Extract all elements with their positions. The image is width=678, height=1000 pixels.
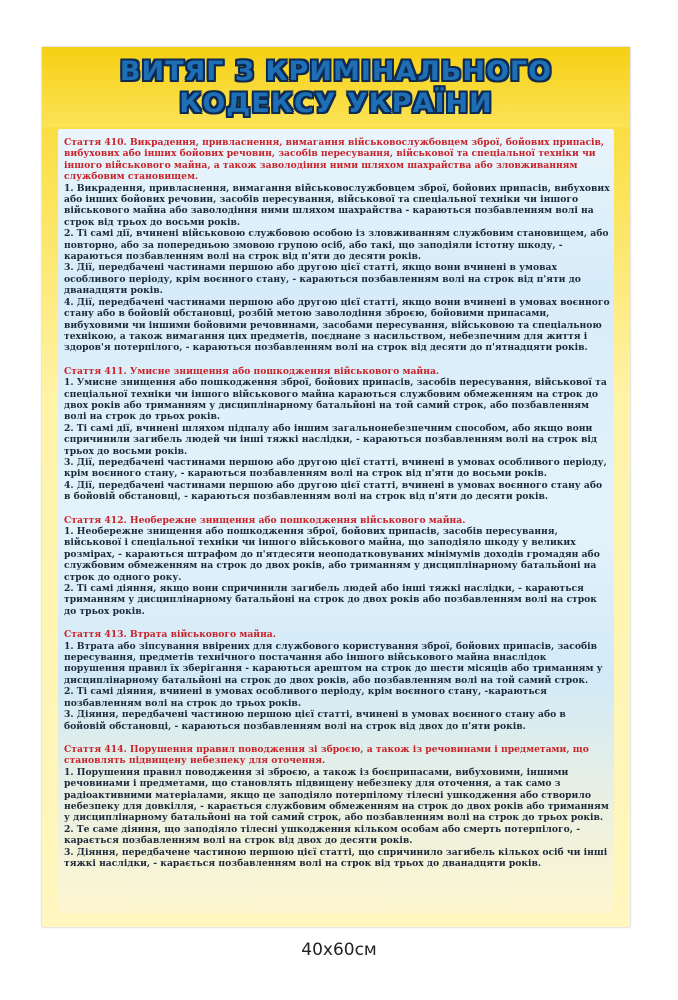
article-paragraph: 1. Викрадення, привласнення, вимагання військовослужбовцем зброї, бойових припасів, вибухових або інших бойових речовин, засобів пересування, військової та спеціальної техніки чи іншого військового майна або заволодіння ними шляхом шахрайства - караються позбавленням волі на строк від трьох до восьми років. xyxy=(64,182,610,228)
article-title: Стаття 410. Викрадення, привласнення, вимагання військовослужбовцем зброї, бойових припасів, вибухових або інших бойових речовин, засобів пересування, військової та спеціальної техніки чи іншого військового майна, а також заволодіння ними шляхом шахрайства або зловживанням службовим становищем. xyxy=(64,137,605,183)
article-paragraph: 2. Ті самі дії, вчинені шляхом підпалу або іншим загальнонебезпечним способом, або якщо вони спричинили загибель людей чи інші тяжкі наслідки, - караються позбавленням волі на строк від трьох до восьми років. xyxy=(64,422,598,457)
article-paragraph: 3. Дії, передбачені частинами першою або другою цієї статті, якщо вони вчинені в умовах особливого періоду, крім воєнного стану, - караються позбавленням волі на строк від п'яти до дванадцяти років. xyxy=(64,262,581,297)
article-title: Стаття 412. Необережне знищення або пошкодження військового майна. xyxy=(64,514,466,526)
article-paragraph: 4. Дії, передбачені частинами першою або другою цієї статті, якщо вони вчинені в умовах воєнного стану або в бойовій обстановці, розбій метою заволодіння зброєю, бойовими припасами, вибуховими чи іншими бойовими речовинами, засобами пересування, військовою та спеціальною технікою, а також вимагання цих предметів, поєднане з насильством, небезпечним для життя і здоров'я потерпілого, - караються позбавленням волі на строк від десяти до п'ятнадцяти років. xyxy=(64,296,610,354)
article-title: Стаття 413. Втрата військового майна. xyxy=(64,629,276,641)
article-414 xyxy=(64,744,610,869)
article-paragraph: 1. Необережне знищення або пошкодження зброї, бойових припасів, засобів пересування, військової і спеціальної техніки чи іншого військового майна, що заподіяло шкоду у великих розмірах, - караються штрафом до п'ятдесяти неоподатковуваних мінімумів доходів громадян або службовим обмеженням на строк до двох років, або триманням у дисциплінарному батальйоні на строк до одного року. xyxy=(64,526,600,583)
article-paragraph: 3. Діяння, передбачені частиною першою цієї статті, вчинені в умовах воєнного стану або в бойовій обстановці, - караються позбавленням волі на строк від двох до п'яти років. xyxy=(64,709,566,732)
article-title: Стаття 414. Порушення правил поводження зі зброєю, а також із речовинами і предметами, що становлять підвищену небезпеку для оточення. xyxy=(64,743,589,767)
article-paragraph: 1. Порушення правил поводження зі зброєю, а також із боєприпасами, вибуховими, іншими речовинами і предметами, що становлять підвищену небезпеку для оточення, а так само з радіоактивними матеріалами, якщо це заподіяло потерпілому тілесні ушкодження або створило небезпеку для довкілля, - карається службовим обмеженням на строк до двох років або триманням у дисциплінарному батальйоні на той самий строк, або позбавленням волі на строк до трьох років. xyxy=(64,766,609,824)
size-label: 40х60см xyxy=(301,940,377,960)
article-paragraph: 3. Дії, передбачені частинами першою або другою цієї статті, вчинені в умовах особливого періоду, крім воєнного стану, - караються позбавленням волі на строк від п'яти до восьми років. xyxy=(64,456,607,480)
poster-title-line-2: КОДЕКСУ УКРАЇНИ xyxy=(179,88,493,119)
poster xyxy=(42,47,630,927)
article-paragraph: 2. Ті самі діяння, якщо вони спричинили загибель людей або інші тяжкі наслідки, - караються триманням у дисциплінарному батальйоні на строк до двох років або позбавленням волі на строк до трьох років. xyxy=(64,583,597,617)
poster-title-line-1: ВИТЯГ З КРИМІНАЛЬНОГО xyxy=(119,56,553,87)
article-paragraph: 1. Втрата або зіпсування ввірених для службового користування зброї, бойових припасів, засобів пересування, предметів технічного постачання або іншого військового майна внаслідок порушення правил їх зберігання - караються арештом на строк до шести місяців або триманням у дисциплінарному батальйоні на строк до двох років, або позбавленням волі на той самий строк. xyxy=(64,640,603,686)
article-paragraph: 2. Ті самі дії, вчинені військовою службовою особою із зловживанням службовим становищем, або повторно, або за попередньою змовою групою осіб, або такі, що заподіяли істотну шкоду, - караються позбавленням волі на строк від п'яти до десяти років. xyxy=(64,228,609,263)
article-410 xyxy=(64,137,610,354)
article-413 xyxy=(64,629,610,732)
article-paragraph: 4. Дії, передбачені частинами першою або другою цієї статті, вчинені в умовах воєнного стану або в бойовій обстановці, - караються позбавленням волі на строк від п'яти до десяти років. xyxy=(64,479,603,503)
article-411 xyxy=(64,366,610,503)
article-paragraph: 2. Те саме діяння, що заподіяло тілесні ушкодження кільком особам або смерть потерпілого, - карається позбавленням волі на строк від двох до десяти років. xyxy=(64,823,581,847)
article-412 xyxy=(64,515,610,618)
text-panel xyxy=(58,129,614,913)
article-paragraph: 1. Умисне знищення або пошкодження зброї, бойових припасів, засобів пересування, військової та спеціальної техніки чи іншого військового майна караються службовим обмеженням на строк до двох років або триманням у дисциплінарному батальйоні на той самий строк, або позбавленням волі на строк до трьох років. xyxy=(64,377,607,423)
articles-content xyxy=(64,137,610,881)
article-paragraph: 3. Діяння, передбачене частиною першою цієї статті, що спричинило загибель кількох осіб чи інші тяжкі наслідки, - карається позбавленням волі на строк від трьох до дванадцяти років. xyxy=(64,846,608,869)
poster-header xyxy=(42,47,630,127)
article-paragraph: 2. Ті самі діяння, вчинені в умовах особливого періоду, крім воєнного стану, -караються позбавленням волі на строк до трьох років. xyxy=(64,686,547,709)
article-title: Стаття 411. Умисне знищення або пошкодження військового майна. xyxy=(64,365,440,377)
